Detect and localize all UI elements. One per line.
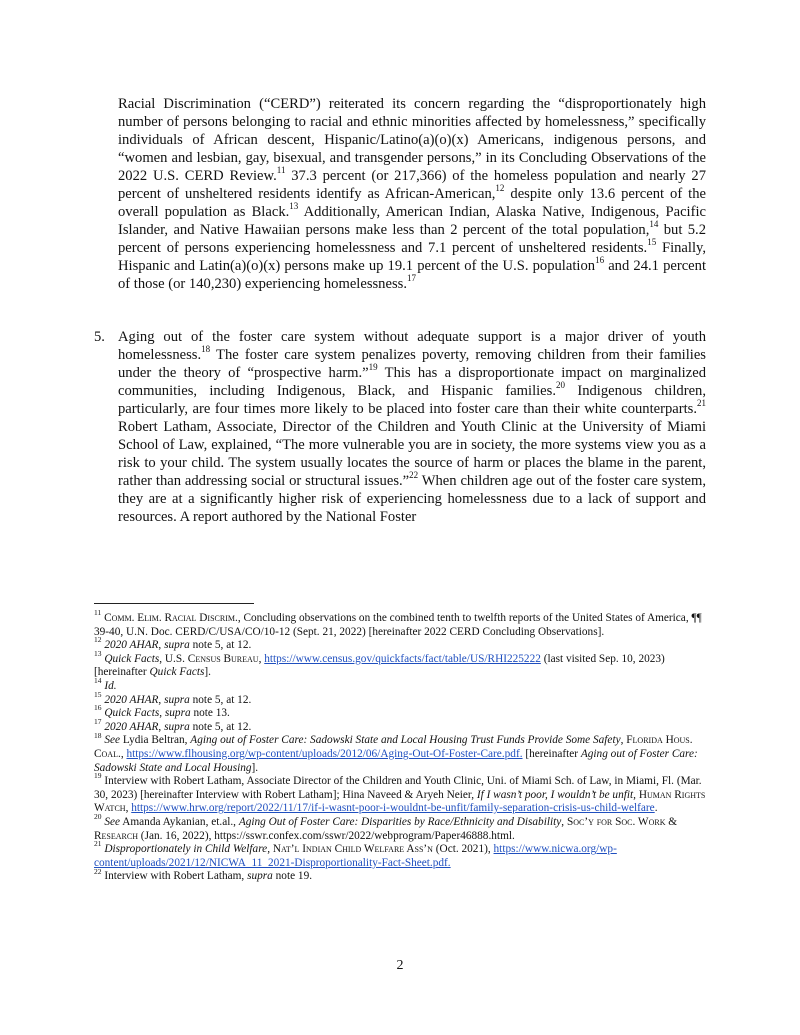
text-run: , <box>158 639 165 652</box>
small-caps-text: Nat’l Indian Child Welfare Ass’n <box>272 843 433 856</box>
footnote-reference[interactable]: 11 <box>276 165 286 176</box>
italic-text: Quick Facts <box>104 652 160 665</box>
text-run: note 5, at 12. <box>189 693 252 706</box>
footnote-20 <box>94 812 708 843</box>
footnote-number: 16 <box>94 703 102 713</box>
text-run: note 5, at 12. <box>189 720 252 733</box>
text-run: , <box>158 693 165 706</box>
text-run: , <box>158 720 165 733</box>
footnote-12 <box>94 635 708 653</box>
text-run: note 19. <box>272 870 313 883</box>
text-run: . <box>654 802 658 815</box>
footnote-separator <box>94 603 254 604</box>
text-run: 37.3 percent (or 217,366) of the homeless population and nearly 27 percent of unsheltered residents identify as African-American, <box>118 168 706 202</box>
footnote-reference[interactable]: 12 <box>495 183 505 194</box>
italic-text: Quick Facts <box>104 707 160 720</box>
footnote-19 <box>94 771 708 816</box>
text-run: ]. <box>204 666 212 679</box>
footnote-link[interactable]: https://www.nicwa.org/wp-content/uploads/2021/12/NICWA_11_2021-Disproportionality-Fact-Sheet.pdf. <box>94 843 617 869</box>
italic-text: See <box>104 734 121 747</box>
footnote-reference[interactable]: 17 <box>406 273 416 284</box>
italic-text: Aging out of Foster Care: Sadowski State and Local Housing Trust Funds Provide Some Safety <box>190 734 621 747</box>
text-run: , Concluding observations on the combined tenth to twelfth reports of the United States of America, ¶¶ 39-40, U.N. Doc. CERD/C/USA/CO/10-12 (Sept. 21, 2022) [hereinafter 2022 CERD Concluding Observations]. <box>94 612 702 638</box>
small-caps-text: Census Bureau <box>187 652 259 665</box>
italic-text: 2020 AHAR <box>104 720 159 733</box>
italic-text: If I wasn’t poor, I wouldn’t be unfit, <box>476 788 636 801</box>
footnote-link[interactable]: https://www.census.gov/quickfacts/fact/table/US/RHI225222 <box>264 652 541 665</box>
text-run: Racial Discrimination (“CERD”) reiterated its concern regarding the “disproportionately high number of persons belonging to racial and ethnic minorities affected by homelessness,” specifically individuals of African descent, Hispanic/Latino(a)(o)(x) Americans, indigenous persons, and “women and lesbian, gay, bisexual, and transgender persons,” in its Concluding Observations of the 2022 U.S. CERD Review. <box>118 96 706 184</box>
italic-text: supra <box>164 707 191 720</box>
footnote-number: 12 <box>94 635 102 645</box>
text-run: (last visited Sep. 10, 2023) [hereinafter <box>94 652 665 679</box>
small-caps-text: Human Rights Watch <box>94 788 706 815</box>
text-run: Interview with Robert Latham, <box>104 870 248 883</box>
text-run: , <box>159 707 165 720</box>
italic-text: Quick Facts <box>149 666 205 679</box>
footnote-reference[interactable]: 22 <box>409 470 419 481</box>
text-run: Indigenous children, particularly, are four times more likely to be placed into foster care than their white counterparts. <box>118 383 706 417</box>
italic-text: supra <box>164 693 190 706</box>
paragraph-5-text <box>118 328 706 526</box>
footnote-16 <box>94 703 708 721</box>
text-run: but 5.2 percent of persons experiencing homelessness and 7.1 percent of unsheltered residents. <box>118 222 706 256</box>
text-run: Lydia Beltran, <box>120 734 191 747</box>
footnote-15 <box>94 689 708 708</box>
text-run: and 24.1 percent of those (or 140,230) experiencing homelessness. <box>118 258 707 292</box>
footnote-number: 14 <box>94 676 102 686</box>
italic-text: Id. <box>104 679 117 692</box>
body-paragraph-cerd <box>118 95 706 293</box>
text-run: , <box>561 815 567 828</box>
footnote-link[interactable]: https://www.flhousing.org/wp-content/uploads/2012/06/Aging-Out-Of-Foster-Care.pdf. <box>126 747 523 760</box>
text-run: Amanda Aykanian, et.al., <box>120 815 239 828</box>
footnote-link[interactable]: https://www.hrw.org/report/2022/11/17/if-i-wasnt-poor-i-wouldnt-be-unfit/family-separation-crisis-us-child-welfare <box>131 802 655 815</box>
footnote-number: 19 <box>94 771 102 781</box>
small-caps-text: Soc’y for Soc. Work & Research <box>94 815 678 842</box>
text-run: , <box>125 802 132 815</box>
footnote-reference[interactable]: 13 <box>289 201 299 212</box>
text-run: When children age out of the foster care system, they are at a significantly higher risk of experiencing homelessness due to a lack of support and resources. A report authored by the National Foster <box>118 473 706 525</box>
footnote-17 <box>94 716 708 735</box>
footnote-reference[interactable]: 19 <box>368 362 378 373</box>
italic-text: Aging out of Foster Care: Sadowski State and Local Housing <box>94 747 698 774</box>
footnote-reference[interactable]: 21 <box>697 398 706 409</box>
footnote-number: 13 <box>94 649 102 659</box>
italic-text: supra <box>164 720 190 733</box>
footnote-number: 15 <box>94 689 102 699</box>
paragraph-number: 5. <box>94 329 105 345</box>
italic-text: supra <box>247 870 273 883</box>
footnote-reference[interactable]: 14 <box>649 219 659 230</box>
text-run: This has a disproportionate impact on marginalized communities, including Indigenous, Black, and Hispanic families. <box>118 365 706 399</box>
footnotes <box>94 608 708 884</box>
text-run: [hereinafter <box>522 747 581 760</box>
footnote-14 <box>94 676 708 694</box>
footnote-22 <box>94 866 708 884</box>
page-number: 2 <box>396 958 404 973</box>
footnote-13 <box>94 649 708 680</box>
text-run: (Oct. 2021), <box>432 843 494 856</box>
small-caps-text: Florida Hous. Coal. <box>94 734 693 760</box>
italic-text: See <box>104 815 121 828</box>
numbered-paragraph-5 <box>94 328 706 526</box>
footnote-number: 21 <box>94 839 102 849</box>
italic-text: Aging Out of Foster Care: Disparities by Race/Ethnicity and Disability <box>238 815 562 828</box>
text-run: , U.S. <box>159 652 188 665</box>
text-run: (Jan. 16, 2022), https://sswr.confex.com/sswr/2022/webprogram/Paper46888.html. <box>137 829 515 842</box>
text-run: note 13. <box>190 707 230 720</box>
footnote-reference[interactable]: 15 <box>647 237 657 248</box>
footnote-number: 20 <box>94 812 102 822</box>
text-run: despite only 13.6 percent of the overall population as Black. <box>118 186 706 220</box>
footnote-reference[interactable]: 18 <box>201 344 211 355</box>
footnote-reference[interactable]: 16 <box>595 255 605 266</box>
footnote-reference[interactable]: 20 <box>556 380 565 391</box>
footnote-number: 22 <box>94 866 102 876</box>
italic-text: 2020 AHAR <box>104 693 159 706</box>
text-run: note 5, at 12. <box>189 639 252 652</box>
text-run: ]. <box>251 761 259 774</box>
footnote-18 <box>94 730 708 775</box>
italic-text: 2020 AHAR <box>104 639 159 652</box>
footnote-number: 18 <box>94 730 102 740</box>
text-run: Finally, Hispanic and Latin(a)(o)(x) persons make up 19.1 percent of the U.S. population <box>118 240 707 274</box>
footnote-number: 11 <box>94 608 102 618</box>
italic-text: Disproportionately in Child Welfare, <box>104 843 271 856</box>
text-run: Additionally, American Indian, Alaska Native, Indigenous, Pacific Islander, and Native Hawaiian persons make less than 2 percent of the total population, <box>118 204 706 238</box>
small-caps-text: Comm. Elim. Racial Discrim. <box>104 612 238 624</box>
italic-text: supra <box>164 639 190 652</box>
footnote-11 <box>94 608 708 639</box>
text-run: Interview with Robert Latham, Associate Director of the Children and Youth Clinic, Uni. of Miami Sch. of Law, in Miami, Fl. (Mar. 30, 2023) [hereinafter Interview with Robert Latham]; Hina Naveed & Aryeh Neier, <box>94 775 702 801</box>
text-run: , <box>120 747 127 760</box>
footnote-21 <box>94 839 708 870</box>
text-run: Aging out of the foster care system without adequate support is a major driver of youth homelessness. <box>118 329 706 363</box>
text-run: Robert Latham, Associate, Director of the Children and Youth Clinic at the University of Miami School of Law, explained, “The more vulnerable you are in society, the more systems view you as a risk to your child. The system usually locates the source of harm or places the blame in the parent, rather than addressing social or structural issues.” <box>118 419 706 489</box>
text-run: The foster care system penalizes poverty, removing children from their families under the theory of “prospective harm.” <box>118 347 706 381</box>
footnote-number: 17 <box>94 716 102 726</box>
text-run: , <box>620 734 627 747</box>
text-run: , <box>258 652 265 665</box>
